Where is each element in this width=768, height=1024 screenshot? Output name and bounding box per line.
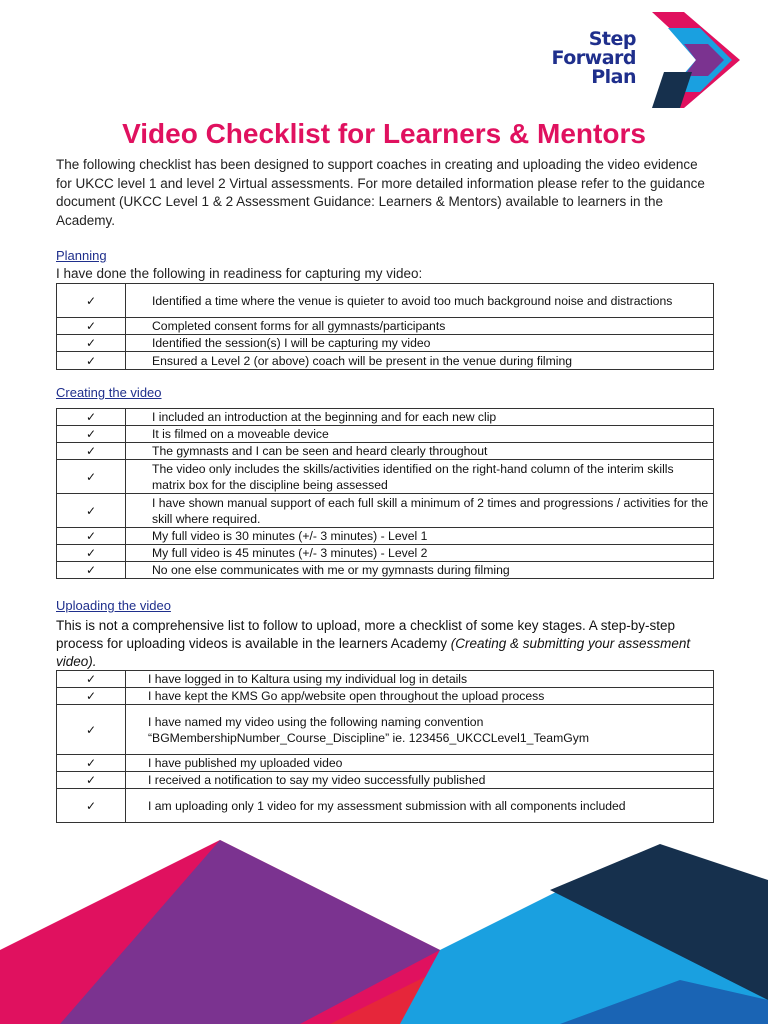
checklist-item: The gymnasts and I can be seen and heard clearly throughout: [126, 443, 714, 460]
checklist-item: I have published my uploaded video: [126, 755, 714, 772]
checklist-item: My full video is 45 minutes (+/- 3 minutes) - Level 2: [126, 545, 714, 562]
checklist-item: No one else communicates with me or my gymnasts during filming: [126, 562, 714, 579]
planning-table: [56, 283, 714, 370]
check-icon: ✓: [57, 460, 126, 494]
checklist-item: Identified a time where the venue is quieter to avoid too much background noise and distractions: [126, 284, 714, 318]
uploading-heading: Uploading the video: [56, 598, 171, 613]
intro-paragraph: The following checklist has been designed to support coaches in creating and uploading the video evidence for UKCC level 1 and level 2 Virtual assessments. For more detailed information please refer to the guidance document (UKCC Level 1 & 2 Assessment Guidance: Learners & Mentors) available to learners in the Academy.: [56, 157, 705, 228]
table-row: [57, 545, 714, 562]
checklist-item: I have named my video using the following naming convention “BGMembershipNumber_Course_Discipline” ie. 123456_UKCCLevel1_TeamGym: [126, 705, 714, 755]
creating-heading: Creating the video: [56, 385, 162, 400]
table-row: [57, 789, 714, 823]
check-icon: ✓: [57, 755, 126, 772]
table-row: [57, 494, 714, 528]
check-icon: ✓: [57, 494, 126, 528]
planning-lead: I have done the following in readiness for capturing my video:: [56, 266, 423, 281]
checklist-item: I am uploading only 1 video for my assessment submission with all components included: [126, 789, 714, 823]
check-icon: ✓: [57, 284, 126, 318]
table-row: [57, 528, 714, 545]
uploading-table: [56, 670, 714, 823]
table-row: [57, 688, 714, 705]
uploading-note-text: This is not a comprehensive list to follow to upload, more a checklist of some key stages. A step-by-step process for uploading videos is available in the learners Academy: [56, 618, 676, 651]
table-row: [57, 426, 714, 443]
creating-table: [56, 408, 714, 579]
check-icon: ✓: [57, 318, 126, 335]
checklist-item: I included an introduction at the beginning and for each new clip: [126, 409, 714, 426]
checklist-item: It is filmed on a moveable device: [126, 426, 714, 443]
check-icon: ✓: [57, 352, 126, 370]
check-icon: ✓: [57, 705, 126, 755]
checklist-item: I have shown manual support of each full skill a minimum of 2 times and progressions / activities for the skill where required.: [126, 494, 714, 528]
checklist-item: The video only includes the skills/activities identified on the right-hand column of the interim skills matrix box for the discipline being assessed: [126, 460, 714, 494]
checklist-item: My full video is 30 minutes (+/- 3 minutes) - Level 1: [126, 528, 714, 545]
table-row: [57, 755, 714, 772]
uploading-note-link-text: (Creating & submitting your assessment video).: [56, 636, 691, 669]
step-forward-plan-logo: [551, 12, 742, 108]
footer-graphic: [0, 830, 768, 1024]
check-icon: ✓: [57, 409, 126, 426]
checklist-item: I received a notification to say my video successfully published: [126, 772, 714, 789]
table-row: [57, 671, 714, 688]
checklist-item: Identified the session(s) I will be capturing my video: [126, 335, 714, 352]
check-icon: ✓: [57, 545, 126, 562]
checklist-item: Ensured a Level 2 (or above) coach will be present in the venue during filming: [126, 352, 714, 370]
uploading-note: [56, 617, 696, 671]
check-icon: ✓: [57, 335, 126, 352]
check-icon: ✓: [57, 789, 126, 823]
check-icon: ✓: [57, 688, 126, 705]
check-icon: ✓: [57, 443, 126, 460]
checklist-item: I have logged in to Kaltura using my individual log in details: [126, 671, 714, 688]
check-icon: ✓: [57, 426, 126, 443]
table-row: [57, 409, 714, 426]
table-row: [57, 352, 714, 370]
checklist-item: Completed consent forms for all gymnasts/participants: [126, 318, 714, 335]
check-icon: ✓: [57, 528, 126, 545]
check-icon: ✓: [57, 562, 126, 579]
table-row: [57, 460, 714, 494]
table-row: [57, 562, 714, 579]
planning-heading: Planning: [56, 248, 107, 263]
table-row: [57, 284, 714, 318]
table-row: [57, 318, 714, 335]
table-row: [57, 443, 714, 460]
checklist-item: I have kept the KMS Go app/website open throughout the upload process: [126, 688, 714, 705]
logo-line-1: Step: [588, 28, 636, 50]
logo-line-3: Plan: [591, 66, 636, 88]
table-row: [57, 705, 714, 755]
logo-line-2: Forward: [551, 47, 636, 69]
page-title: Video Checklist for Learners & Mentors: [122, 118, 646, 149]
table-row: [57, 772, 714, 789]
check-icon: ✓: [57, 772, 126, 789]
check-icon: ✓: [57, 671, 126, 688]
table-row: [57, 335, 714, 352]
